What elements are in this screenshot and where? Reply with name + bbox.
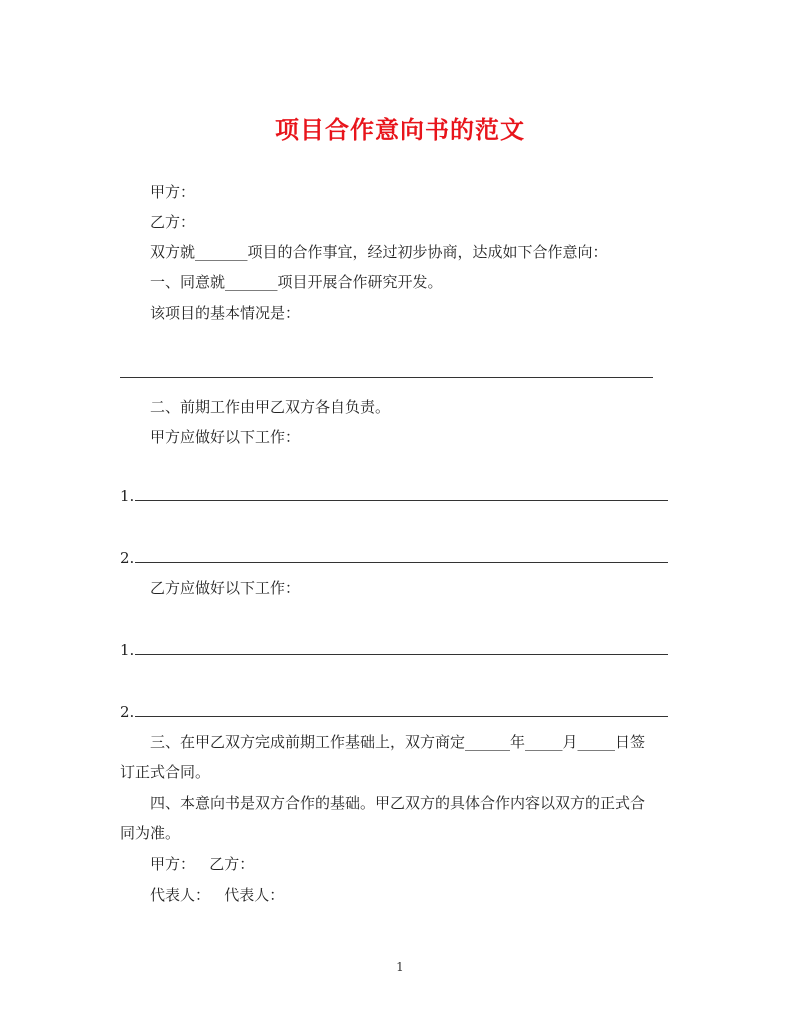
intro-paragraph: 双方就_______项目的合作事宜，经过初步协商，达成如下合作意向： — [150, 243, 608, 261]
party-a-label: 甲方： — [150, 183, 196, 201]
party-a-item-1-number: 1. — [120, 487, 135, 505]
party-a-item-2-number: 2. — [120, 549, 135, 567]
party-b-label: 乙方： — [150, 213, 196, 231]
party-b-item-1-blank — [135, 654, 668, 655]
party-a-item-2-blank — [135, 562, 668, 563]
clause-one: 一、同意就_______项目开展合作研究开发。 — [150, 273, 443, 291]
clause-three-line1: 三、在甲乙双方完成前期工作基础上，双方商定______年_____月_____日签 — [150, 733, 646, 751]
party-b-item-1-number: 1. — [120, 641, 135, 659]
clause-four-line1: 四、本意向书是双方合作的基础。甲乙双方的具体合作内容以双方的正式合 — [150, 794, 646, 812]
clause-three-line2: 订正式合同。 — [120, 763, 211, 781]
clause-four-line2: 同为准。 — [120, 824, 181, 842]
signature-parties: 甲方： 乙方： — [150, 855, 255, 873]
party-b-item-2-number: 2. — [120, 703, 135, 721]
page-number: 1 — [396, 960, 404, 974]
party-b-item-2-blank — [135, 716, 668, 717]
signature-representatives: 代表人： 代表人： — [150, 886, 285, 904]
document-title: 项目合作意向书的范文 — [275, 115, 525, 144]
clause-two: 二、前期工作由甲乙双方各自负责。 — [150, 398, 391, 416]
party-b-work-label: 乙方应做好以下工作： — [150, 579, 301, 597]
basic-info-label: 该项目的基本情况是： — [150, 304, 301, 322]
party-a-item-1-blank — [135, 500, 668, 501]
party-a-work-label: 甲方应做好以下工作： — [150, 428, 301, 446]
basic-info-blank-line — [120, 377, 653, 378]
